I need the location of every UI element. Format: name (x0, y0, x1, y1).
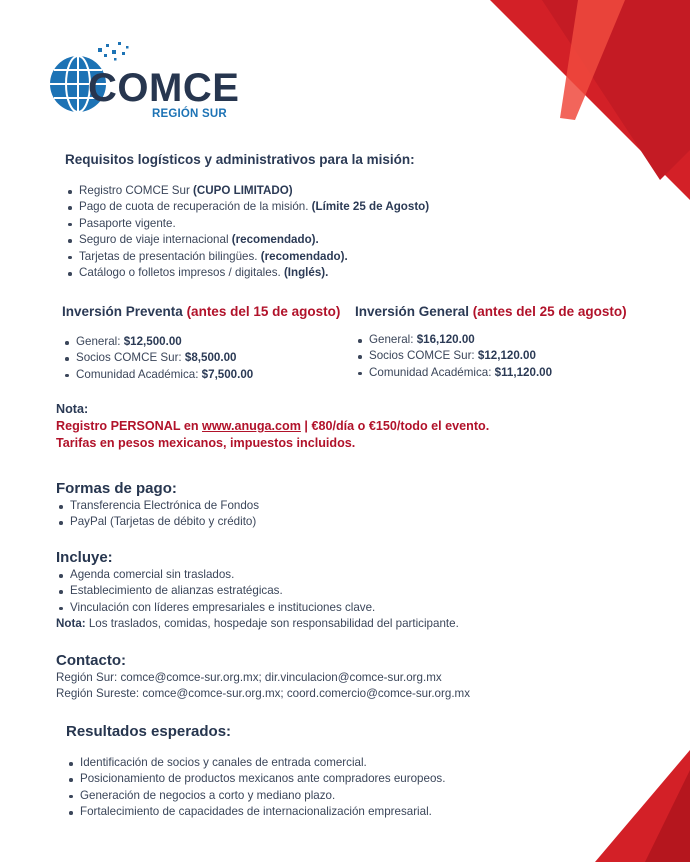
top-right-red-corner (490, 0, 690, 200)
nota-tarifas: Tarifas en pesos mexicanos, impuestos incluidos. (56, 436, 356, 450)
contacto-title: Contacto: (56, 652, 126, 669)
nota-title: Nota: (56, 402, 89, 416)
resultados-list (66, 755, 445, 821)
incluye-nota: Nota: Los traslados, comidas, hospedaje son responsabilidad del participante. (56, 617, 459, 631)
list-item: Vinculación con líderes empresariales e instituciones clave. (56, 600, 459, 616)
list-item: Catálogo o folletos impresos / digitales. (Inglés). (65, 265, 429, 281)
contacto-section (56, 652, 470, 703)
list-item: Pasaporte vigente. (65, 216, 429, 232)
contacto-sur: Región Sur: comce@comce-sur.org.mx; dir.vinculacion@comce-sur.org.mx (56, 671, 442, 684)
price-item: General: $16,120.00 (355, 332, 627, 348)
list-item: PayPal (Tarjetas de débito y crédito) (56, 514, 259, 530)
list-item: Transferencia Electrónica de Fondos (56, 498, 259, 514)
price-item: Comunidad Académica: $7,500.00 (62, 367, 340, 383)
list-item: Fortalecimiento de capacidades de internacionalización empresarial. (66, 804, 445, 820)
price-item: Socios COMCE Sur: $12,120.00 (355, 348, 627, 364)
requisitos-section (65, 152, 429, 281)
resultados-section (66, 723, 445, 821)
list-item: Pago de cuota de recuperación de la misión. (Límite 25 de Agosto) (65, 199, 429, 215)
pago-list (56, 498, 259, 531)
contacto-sureste: Región Sureste: comce@comce-sur.org.mx; coord.comercio@comce-sur.org.mx (56, 687, 470, 701)
incluye-title: Incluye: (56, 549, 113, 566)
requisitos-list (65, 183, 429, 281)
anuga-link[interactable]: www.anuga.com (202, 419, 301, 433)
list-item: Registro COMCE Sur (CUPO LIMITADO) (65, 183, 429, 199)
list-item: Tarjetas de presentación bilingües. (recomendado). (65, 249, 429, 265)
list-item: Generación de negocios a corto y mediano plazo. (66, 788, 445, 804)
price-item: General: $12,500.00 (62, 334, 340, 350)
general-list (355, 332, 627, 381)
preventa-section (62, 304, 340, 383)
requisitos-title: Requisitos logísticos y administrativos para la misión: (65, 152, 415, 167)
pago-section (56, 480, 259, 531)
list-item: Seguro de viaje internacional (recomendado). (65, 232, 429, 248)
list-item: Identificación de socios y canales de entrada comercial. (66, 755, 445, 771)
general-section (355, 304, 627, 381)
price-item: Socios COMCE Sur: $8,500.00 (62, 350, 340, 366)
pago-title: Formas de pago: (56, 480, 177, 497)
preventa-title: Inversión Preventa (antes del 15 de agosto) (62, 304, 341, 319)
list-item: Posicionamiento de productos mexicanos ante compradores europeos. (66, 771, 445, 787)
bottom-right-red-corner (595, 750, 690, 862)
price-item: Comunidad Académica: $11,120.00 (355, 365, 627, 381)
logo-wordmark: COMCE (88, 66, 240, 110)
nota-registro: Registro PERSONAL en www.anuga.com | €80/día o €150/todo el evento. (56, 419, 490, 433)
comce-logo (46, 38, 246, 128)
nota-section (56, 401, 489, 452)
list-item: Agenda comercial sin traslados. (56, 567, 459, 583)
preventa-list (62, 334, 340, 383)
incluye-list (56, 567, 459, 616)
list-item: Establecimiento de alianzas estratégicas. (56, 583, 459, 599)
logo-region: REGIÓN SUR (152, 108, 227, 120)
general-title: Inversión General (antes del 25 de agosto) (355, 304, 627, 319)
resultados-title: Resultados esperados: (66, 723, 232, 740)
incluye-section (56, 549, 459, 633)
